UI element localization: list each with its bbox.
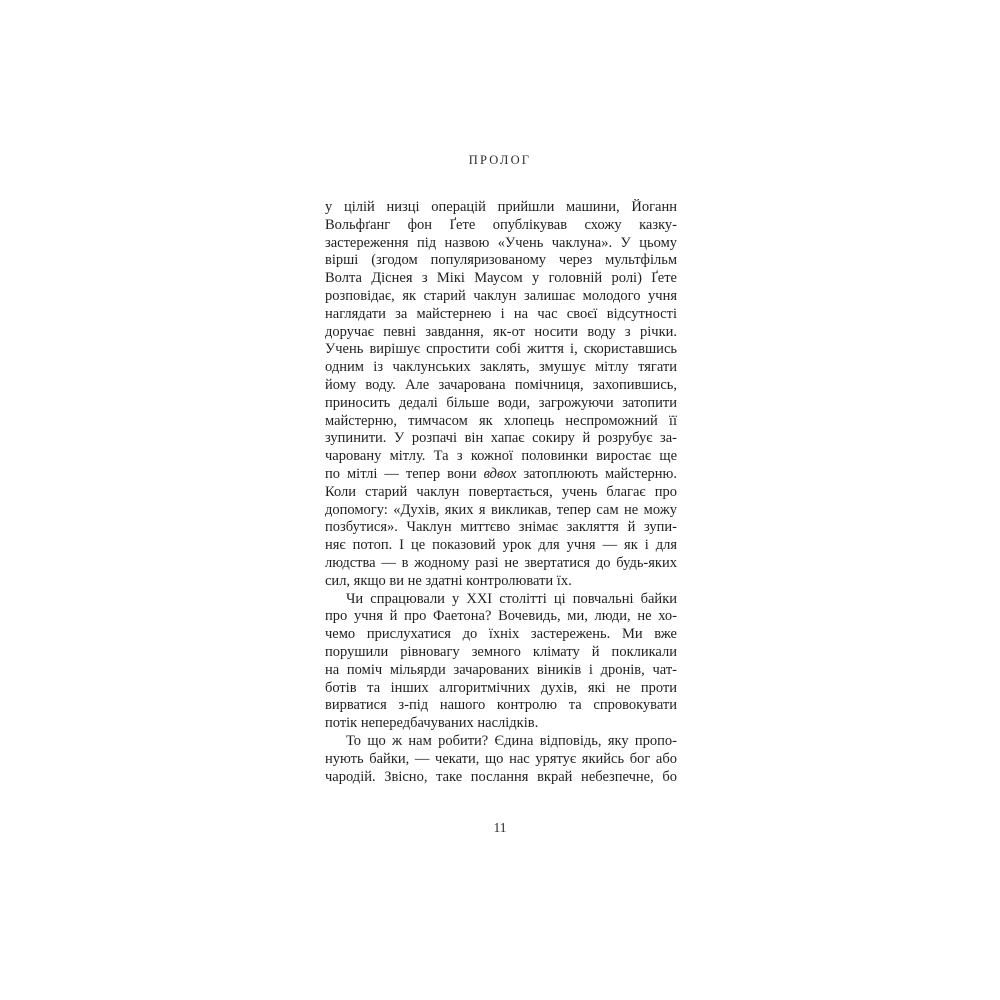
text-line: у цілій низці операцій прийшли машини, Йоганн <box>325 199 677 215</box>
text-line: доручає певні завдання, як-от носити воду з річки. <box>325 323 677 340</box>
text-line: застереження під назвою «Учень чаклуна». У цьому <box>325 234 677 251</box>
paragraph <box>325 199 677 591</box>
text-line: на поміч мільярди зачарованих віників і дронів, чат- <box>325 661 677 678</box>
text-line: Вольфґанг фон Ґете опублікував схожу казку- <box>325 216 677 233</box>
paragraph <box>325 591 677 733</box>
text-line: йому воду. Але зачарована помічниця, захопившись, <box>325 376 677 393</box>
text-line: розповідає, як старий чаклун залишає молодого учня <box>325 287 677 304</box>
text-line: приносить дедалі більше води, загрожуючи затопити <box>325 394 677 411</box>
text-line: вирватися з-під нашого контролю та спровокувати <box>325 697 677 714</box>
text-line: няє потоп. І це показовий урок для учня — як і для <box>325 537 677 554</box>
page-number: 11 <box>493 820 507 835</box>
running-header: ПРОЛОГ <box>468 153 532 167</box>
text-line: Чи спрацювали у XXI столітті ці повчальні байки <box>346 590 677 607</box>
text-line: сил, якщо ви не здатні контролювати їх. <box>325 572 572 589</box>
text-line: про учня й про Фаетона? Вочевидь, ми, люди, не хо- <box>325 608 677 625</box>
text-line: вірші (згодом популяризованому через мультфільм <box>325 252 677 269</box>
text-line: по мітлі — тепер вони вдвох затоплюють майстерню. <box>325 465 677 482</box>
text-line: чародій. Звісно, таке послання вкрай небезпечне, бо <box>325 768 677 785</box>
text-line: чемо прислухатися до їхніх застережень. Ми вже <box>325 626 677 643</box>
text-line: наглядати за майстернею і на час своєї відсутності <box>325 305 677 322</box>
text-line: порушили рівновагу земного клімату й покликали <box>325 643 677 660</box>
text-line: нують байки, — чекати, що нас урятує якийсь бог або <box>325 750 677 767</box>
text-line: чаровану мітлу. Та з кожної половинки виростає ще <box>325 448 677 465</box>
text-line: зупинити. У розпачі він хапає сокиру й розрубує за- <box>325 430 677 447</box>
text-line: одним із чаклунських заклять, змушує мітлу тягати <box>325 359 677 376</box>
text-line: майстерню, тимчасом як хлопець неспроможний її <box>325 412 677 429</box>
text-line: позбутися». Чаклун миттєво знімає закляття й зупи- <box>325 519 677 536</box>
text-line: допомогу: «Духів, яких я викликав, тепер сам не можу <box>325 501 677 518</box>
text-line: Коли старий чаклун повертається, учень благає про <box>325 483 677 500</box>
text-line: людства — в жодному разі не звертатися до будь-яких <box>325 554 677 571</box>
text-block <box>325 199 677 786</box>
text-line: потік непередбачуваних наслідків. <box>325 715 539 732</box>
italic-text: вдвох <box>483 465 517 482</box>
text-line: ботів та інших алгоритмічних духів, які не проти <box>325 679 677 696</box>
text-line: Учень вирішує спростити собі життя і, скориставшись <box>325 341 677 358</box>
text-line: Волта Діснея з Мікі Маусом у головній ролі) Ґете <box>325 270 677 287</box>
paragraph <box>325 733 677 786</box>
text-line: То що ж нам робити? Єдина відповідь, яку пропо- <box>346 732 677 749</box>
